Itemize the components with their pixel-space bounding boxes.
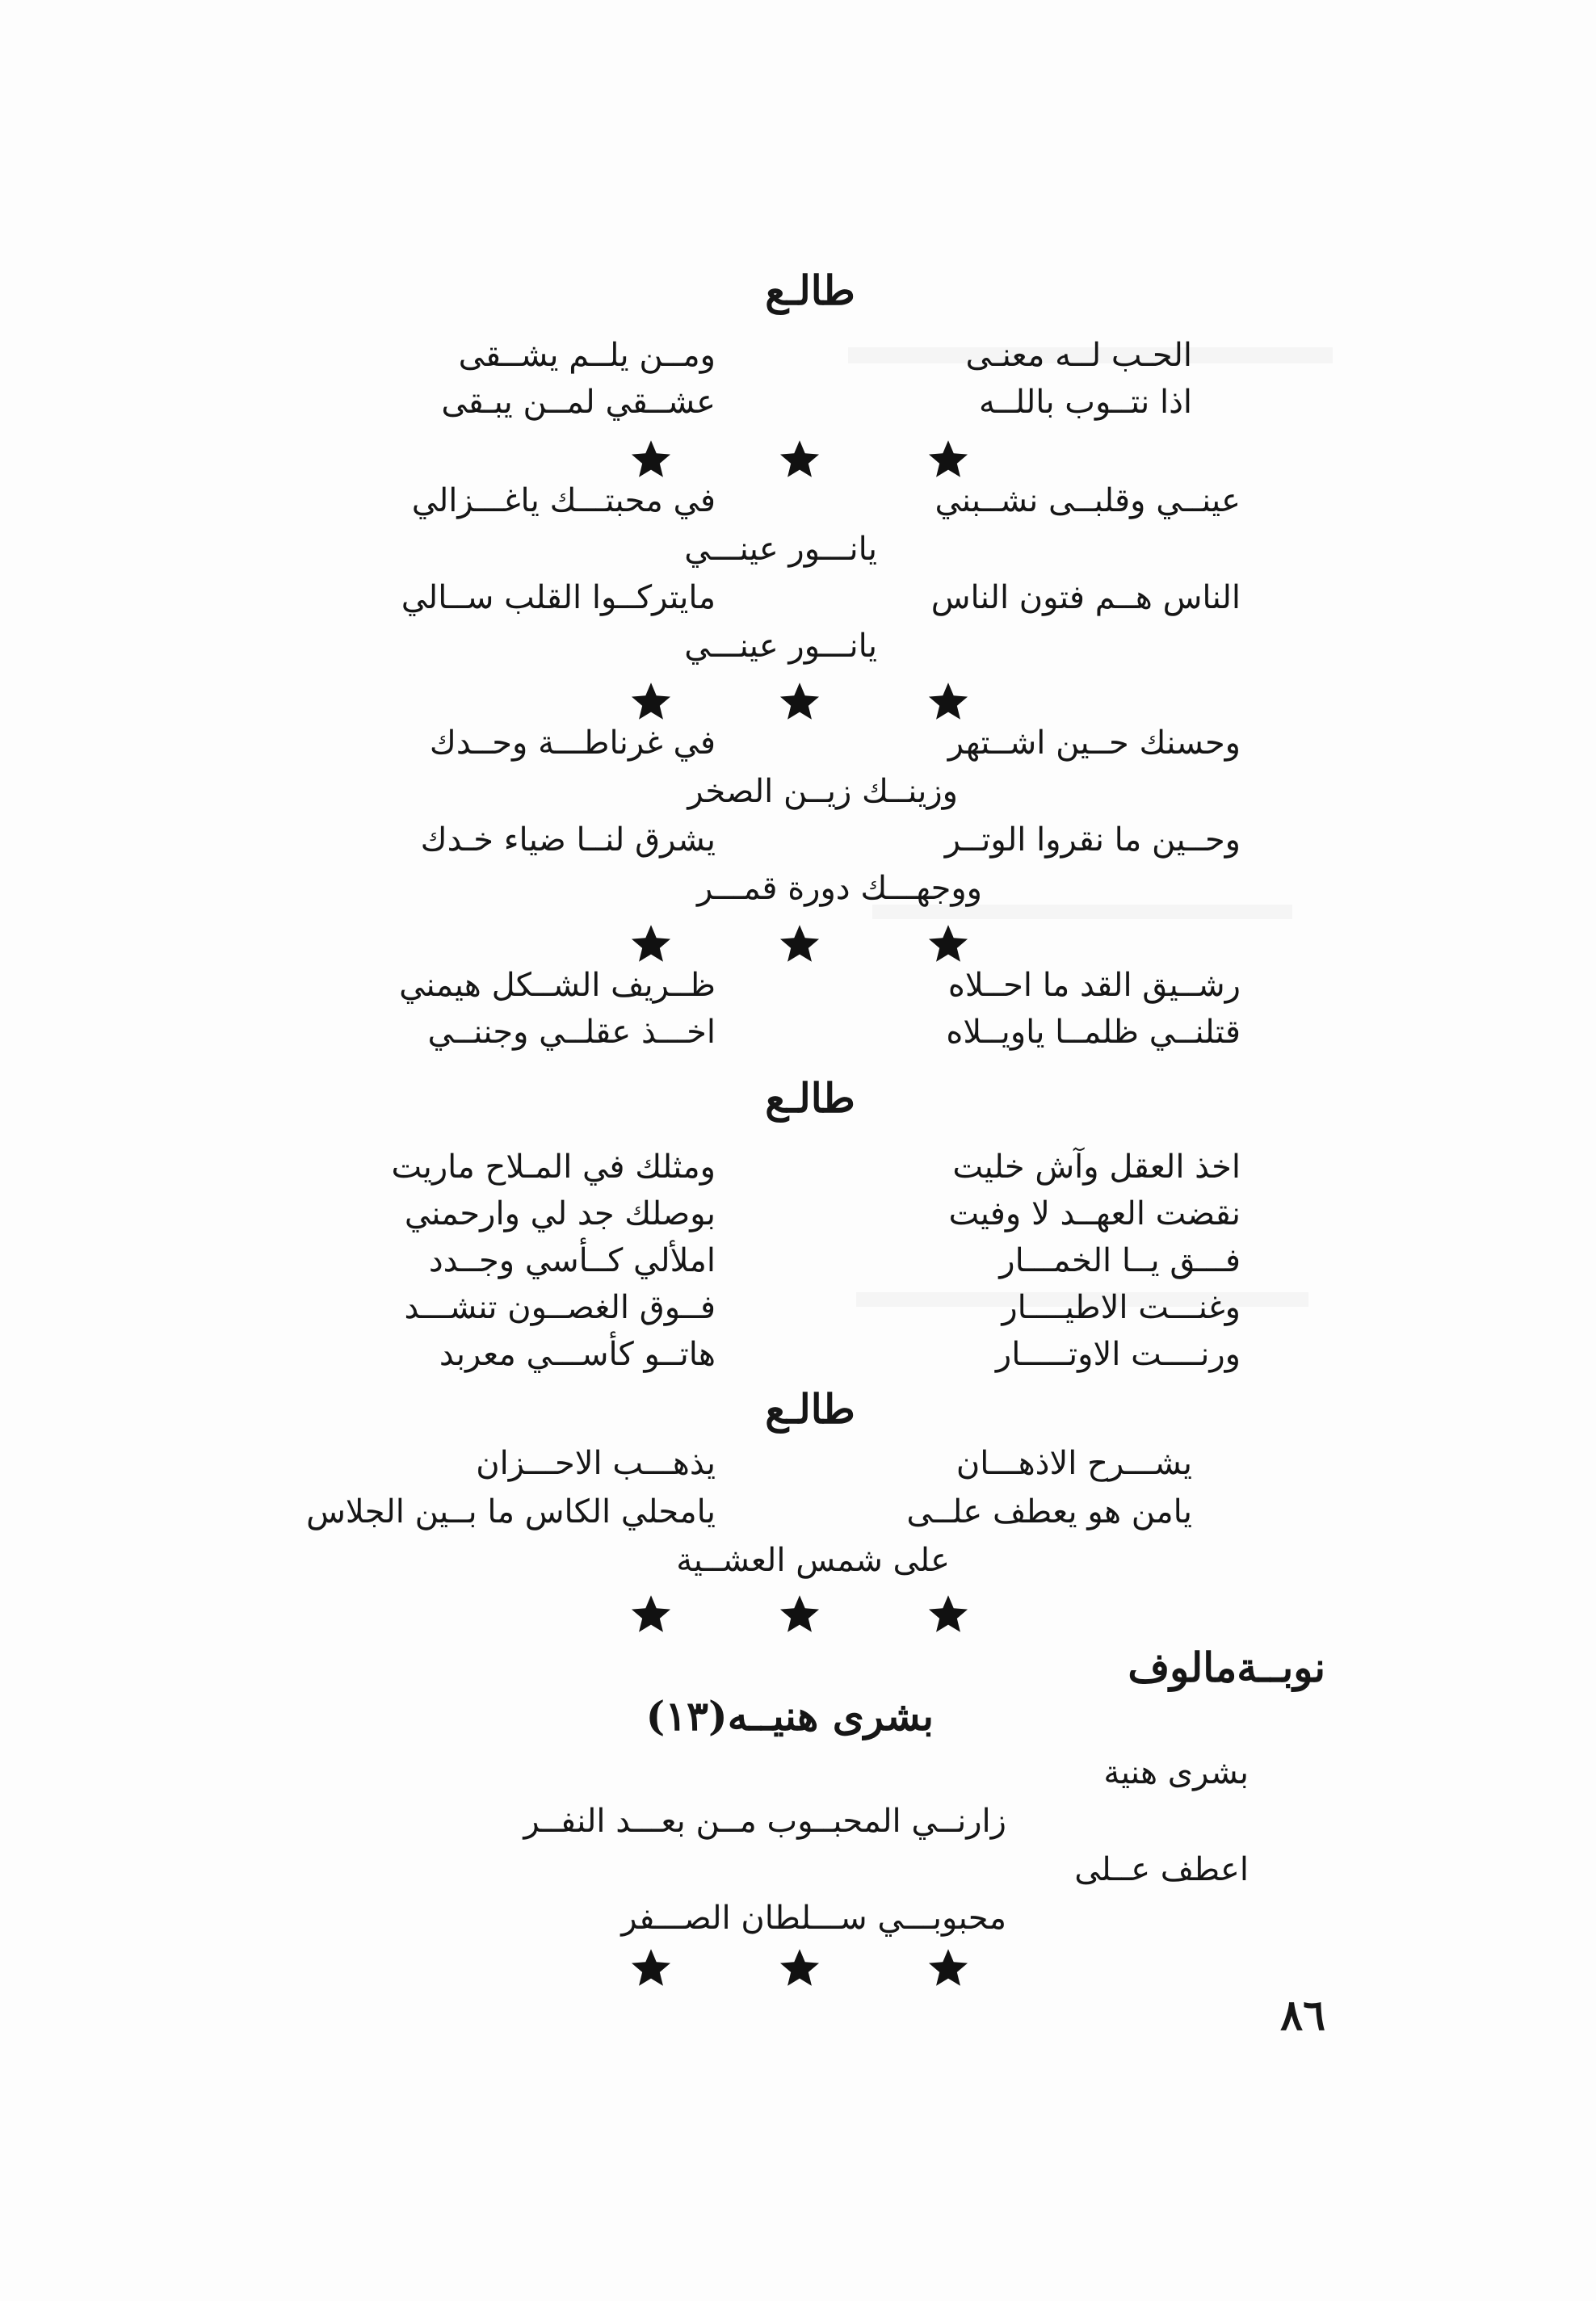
star-divider: [630, 1593, 969, 1641]
verse-left: في غرناطـــة وحــدك: [429, 724, 716, 762]
verse-left: عشــقي لمــن يبـقى: [441, 384, 716, 421]
nawba-title: نوبــةمالوف: [1128, 1644, 1325, 1691]
verse-right: نقضت العهــد لا وفيت: [948, 1195, 1241, 1232]
verse-right: اخذ العقل وآش خليت: [952, 1148, 1241, 1186]
star-icon: [630, 1946, 672, 1988]
lyric-line: اعطف عــلى: [1074, 1851, 1249, 1888]
star-icon: [630, 680, 672, 722]
verse-left: هاتــو كأســـي معربد: [439, 1336, 716, 1373]
refrain: يانـــور عينـــي: [684, 628, 877, 665]
star-icon: [927, 680, 969, 722]
star-icon: [779, 1946, 821, 1988]
star-icon: [927, 1593, 969, 1635]
star-divider: [630, 1946, 969, 1995]
lyric-line: محبوبـــي ســـلطان الصـــفر: [621, 1900, 1006, 1937]
star-divider: [630, 438, 969, 486]
star-icon: [779, 922, 821, 964]
verse-right: وغنـــت الاطيــــار: [1002, 1289, 1241, 1326]
star-icon: [927, 1946, 969, 1988]
song-title: بشرى هنيــه(١٣): [645, 1692, 934, 1740]
refrain: يانـــور عينـــي: [684, 531, 877, 568]
verse-right: فـــق يــا الخمـــار: [999, 1242, 1241, 1279]
page-number: ٨٦: [1280, 1991, 1325, 2040]
verse-right: اذا نتــوب باللــه: [978, 384, 1192, 421]
star-icon: [927, 922, 969, 964]
verse-right: رشــيق القد ما احــلاه: [947, 967, 1241, 1004]
verse-right: وحــين ما نقروا الوتــر: [944, 821, 1241, 859]
verse-right: قتلنــي ظلمــا ياويــلاه: [946, 1014, 1241, 1051]
verse-left: بوصلك جد لي وارحمني: [404, 1195, 716, 1232]
verse-left: يامحلي الكاس ما بــين الجلاس: [306, 1493, 716, 1531]
verse-right: الحـب لــه معنـى: [965, 337, 1192, 374]
star-icon: [630, 1593, 672, 1635]
verse-right: يشـــرح الاذهـــان: [956, 1445, 1192, 1482]
verse-left: يشرق لنــا ضياء خـدك: [420, 821, 716, 859]
verse-left: ومــن يلــم يشــقى: [458, 337, 716, 374]
star-icon: [779, 1593, 821, 1635]
verse-left: في محبتـــك ياغـــزالي: [411, 482, 716, 519]
lyric-line: بشرى هنية: [1103, 1754, 1249, 1791]
verse-left: اخـــذ عقلــي وجننــي: [427, 1014, 716, 1051]
section-heading: طالـع: [765, 1074, 855, 1122]
star-icon: [630, 438, 672, 480]
verse-right: الناس هــم فتون الناس: [930, 579, 1241, 616]
section-heading: طالـع: [765, 1385, 855, 1433]
star-icon: [779, 438, 821, 480]
verse-right: وحسنك حــين اشــتهر: [947, 724, 1241, 762]
verse-right: يامن هو يعطف علــى: [906, 1493, 1192, 1531]
verse-right: عينــي وقلبــى نشــبني: [934, 482, 1241, 519]
lyric-line: زارنــي المحبــوب مــن بعـــد النفــر: [523, 1803, 1006, 1840]
center-line: وزينــك زيــن الصخر: [687, 773, 958, 810]
star-icon: [927, 438, 969, 480]
verse-left: املألي كــأسي وجــدد: [428, 1242, 716, 1279]
center-line: على شمس العشــية: [676, 1542, 950, 1579]
center-line: ووجهـــك دورة قمـــر: [697, 870, 982, 907]
verse-right: ورنــــت الاوتـــــار: [995, 1336, 1241, 1373]
section-heading: طالـع: [765, 267, 855, 314]
star-divider: [630, 922, 969, 971]
star-icon: [779, 680, 821, 722]
verse-left: مايتركــوا القلب ســالي: [401, 579, 716, 616]
star-icon: [630, 922, 672, 964]
verse-left: يذهـــب الاحـــزان: [476, 1445, 716, 1482]
verse-left: فــوق الغصــون تنشـــد: [404, 1289, 716, 1326]
star-divider: [630, 680, 969, 729]
verse-left: ومثلك في المـلاح ماريت: [391, 1148, 716, 1186]
verse-left: ظــريف الشــكل هيمني: [399, 967, 716, 1004]
